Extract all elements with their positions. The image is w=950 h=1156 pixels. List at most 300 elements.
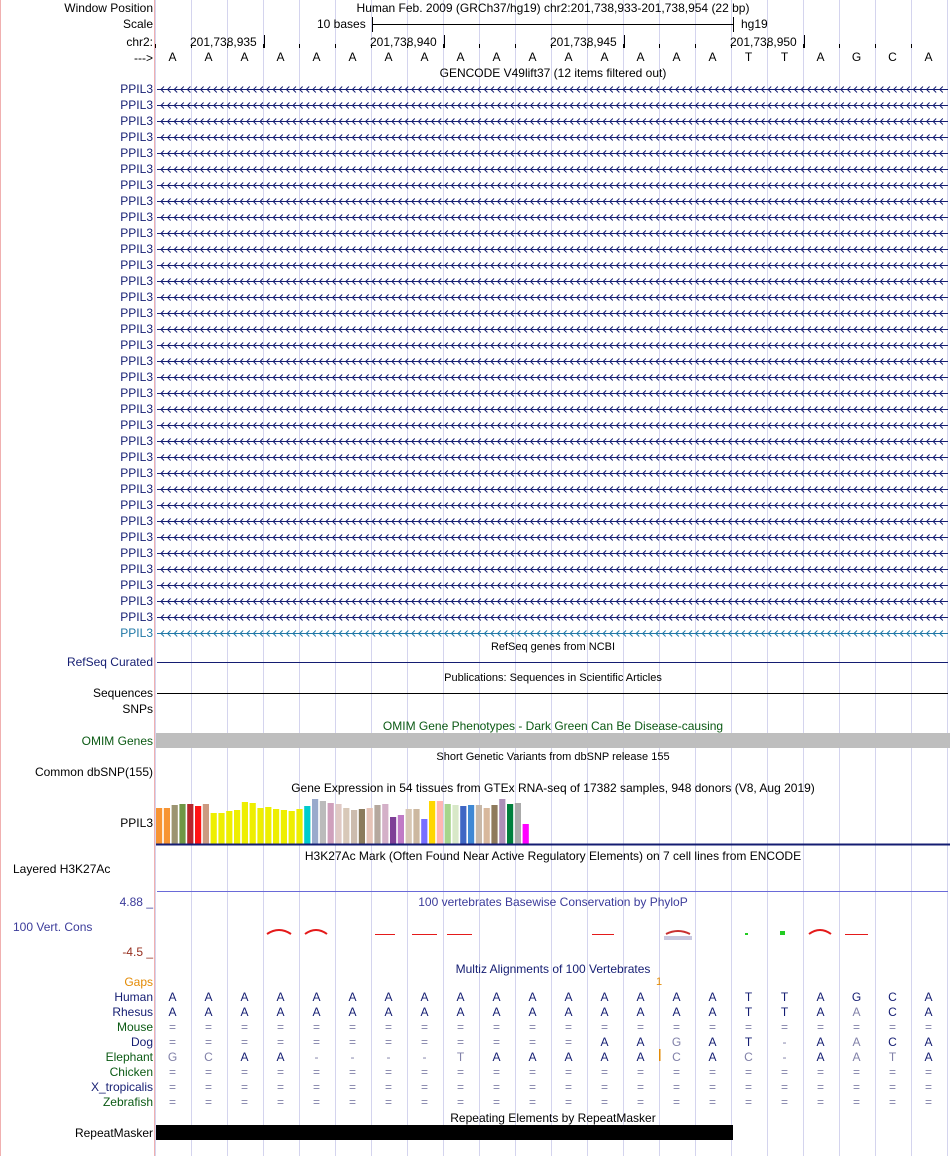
multiz-base: A: [564, 1050, 573, 1064]
position-tick-label: 201,738,950: [730, 35, 797, 49]
multiz-base: A: [852, 1050, 861, 1064]
base-letter: A: [816, 50, 825, 64]
multiz-species-label[interactable]: Human: [114, 990, 153, 1004]
multiz-base: -: [314, 1050, 319, 1064]
gencode-transcript-label[interactable]: PPIL3: [120, 162, 153, 176]
base-letter: A: [672, 50, 681, 64]
base-letter: A: [636, 50, 645, 64]
gtex-tissue-bar: [382, 804, 388, 844]
multiz-base: =: [420, 1035, 428, 1049]
gtex-tissue-bar: [304, 806, 310, 844]
dbsnp-track-label[interactable]: Common dbSNP(155): [34, 765, 153, 779]
gencode-transcript-label[interactable]: PPIL3: [120, 130, 153, 144]
gtex-tissue-bar: [398, 815, 404, 844]
multiz-base: =: [240, 1020, 248, 1034]
multiz-base: =: [816, 1065, 824, 1079]
gtex-tissue-bar: [437, 801, 443, 844]
multiz-base: A: [636, 1035, 645, 1049]
multiz-base: A: [528, 990, 537, 1004]
gtex-tissue-bar: [359, 809, 365, 844]
phylop-track-title[interactable]: 100 vertebrates Basewise Conservation by PhyloP: [418, 895, 688, 909]
multiz-track-title[interactable]: Multiz Alignments of 100 Vertebrates: [455, 962, 651, 976]
gencode-transcript-label[interactable]: PPIL3: [120, 418, 153, 432]
multiz-base: =: [204, 1020, 212, 1034]
gtex-tissue-bar: [250, 803, 256, 844]
phylop-negative-mark: [664, 936, 692, 940]
multiz-base: =: [816, 1095, 824, 1109]
publications-snps-label[interactable]: SNPs: [122, 702, 153, 716]
gtex-tissue-bar: [218, 813, 224, 844]
multiz-base: A: [276, 1005, 285, 1019]
phylop-score-mark: [809, 930, 831, 934]
gencode-transcript-label[interactable]: PPIL3: [120, 258, 153, 272]
gtex-tissue-bar: [468, 805, 474, 844]
gencode-transcript-label[interactable]: PPIL3: [120, 322, 153, 336]
multiz-base: T: [780, 1005, 789, 1019]
multiz-base: =: [708, 1080, 716, 1094]
multiz-species-label[interactable]: X_tropicalis: [90, 1080, 153, 1094]
multiz-base: =: [924, 1065, 932, 1079]
phylop-score-mark: [267, 930, 291, 934]
repeatmasker-track-label[interactable]: RepeatMasker: [74, 1126, 153, 1140]
gencode-track-title[interactable]: GENCODE V49lift37 (12 items filtered out): [439, 66, 667, 80]
multiz-base: A: [852, 1005, 861, 1019]
gtex-tissue-bar: [367, 808, 373, 844]
multiz-base: =: [672, 1020, 680, 1034]
multiz-base: =: [924, 1020, 932, 1034]
phylop-min-label: -4.5 _: [122, 945, 153, 959]
multiz-base: =: [780, 1020, 788, 1034]
multiz-base: =: [564, 1065, 572, 1079]
multiz-base: =: [204, 1080, 212, 1094]
base-letter: A: [204, 50, 213, 64]
multiz-base: =: [636, 1095, 644, 1109]
multiz-base: =: [276, 1095, 284, 1109]
multiz-base: A: [600, 1005, 609, 1019]
base-letter: G: [851, 50, 862, 64]
multiz-base: =: [708, 1095, 716, 1109]
multiz-base: A: [168, 990, 177, 1004]
gencode-transcript-label[interactable]: PPIL3: [120, 450, 153, 464]
multiz-base: A: [420, 990, 429, 1004]
gtex-tissue-bar: [195, 806, 201, 844]
base-letter: C: [888, 50, 897, 64]
gencode-transcript-label[interactable]: PPIL3: [120, 402, 153, 416]
gtex-tissue-bar: [296, 809, 302, 844]
gencode-transcript-label[interactable]: PPIL3: [120, 610, 153, 624]
multiz-base: -: [782, 1035, 787, 1049]
multiz-base: A: [348, 1005, 357, 1019]
multiz-base: A: [636, 1050, 645, 1064]
multiz-base: =: [312, 1080, 320, 1094]
base-letter: A: [384, 50, 393, 64]
multiz-base: A: [600, 1050, 609, 1064]
base-letter: A: [564, 50, 573, 64]
gencode-transcript-label[interactable]: PPIL3: [120, 98, 153, 112]
base-letter: A: [924, 50, 933, 64]
publications-track-title[interactable]: Publications: Sequences in Scientific Articles: [444, 672, 662, 684]
repeatmasker-element-bar: [156, 1125, 733, 1140]
gtex-tissue-bar: [273, 809, 279, 844]
multiz-base: =: [528, 1035, 536, 1049]
scale-db: hg19: [741, 17, 768, 31]
multiz-base: A: [240, 1005, 249, 1019]
multiz-base: =: [672, 1065, 680, 1079]
multiz-base: =: [780, 1065, 788, 1079]
multiz-base: A: [636, 990, 645, 1004]
base-letter: A: [168, 50, 177, 64]
multiz-base: =: [168, 1095, 176, 1109]
multiz-base: A: [816, 1035, 825, 1049]
multiz-base: A: [600, 990, 609, 1004]
gtex-tissue-bar: [179, 804, 185, 844]
gtex-tissue-bar: [172, 805, 178, 844]
gtex-tissue-bar: [187, 804, 193, 844]
gencode-transcript-label[interactable]: PPIL3: [120, 354, 153, 368]
multiz-base: =: [168, 1020, 176, 1034]
multiz-base: =: [420, 1065, 428, 1079]
gtex-tissue-bar: [351, 810, 357, 844]
multiz-base: T: [744, 1005, 753, 1019]
multiz-base: =: [888, 1095, 896, 1109]
multiz-base: =: [456, 1080, 464, 1094]
multiz-base: A: [528, 1005, 537, 1019]
gencode-transcript-label[interactable]: PPIL3: [120, 178, 153, 192]
multiz-base: =: [528, 1065, 536, 1079]
gencode-transcript-label[interactable]: PPIL3: [120, 530, 153, 544]
gtex-tissue-bar: [499, 799, 505, 844]
position-tick-label: 201,738,940: [370, 35, 437, 49]
multiz-base: =: [492, 1065, 500, 1079]
gencode-transcript-label[interactable]: PPIL3: [120, 338, 153, 352]
multiz-base: =: [780, 1095, 788, 1109]
multiz-base: A: [204, 1005, 213, 1019]
multiz-base: =: [528, 1020, 536, 1034]
multiz-base: =: [168, 1065, 176, 1079]
multiz-base: A: [672, 990, 681, 1004]
gencode-transcript-label[interactable]: PPIL3: [120, 210, 153, 224]
base-letter: A: [708, 50, 717, 64]
multiz-base: =: [384, 1095, 392, 1109]
position-tick-label: 201,738,935: [190, 35, 257, 49]
gtex-tissue-bar: [452, 805, 458, 844]
multiz-base: =: [672, 1080, 680, 1094]
multiz-base: A: [708, 990, 717, 1004]
multiz-base: =: [240, 1095, 248, 1109]
multiz-base: =: [456, 1020, 464, 1034]
gencode-transcript-label[interactable]: PPIL3: [120, 386, 153, 400]
gencode-transcript-label[interactable]: PPIL3: [120, 82, 153, 96]
multiz-base: =: [780, 1080, 788, 1094]
multiz-base: =: [168, 1035, 176, 1049]
multiz-base: =: [420, 1080, 428, 1094]
phylop-max-label: 4.88 _: [119, 895, 153, 909]
multiz-species-label[interactable]: Rhesus: [112, 1005, 153, 1019]
multiz-base: =: [240, 1080, 248, 1094]
multiz-base: G: [671, 1035, 682, 1049]
gencode-transcript-label[interactable]: PPIL3: [120, 114, 153, 128]
gtex-tissue-bar: [421, 819, 427, 844]
multiz-base: A: [708, 1050, 717, 1064]
multiz-base: =: [204, 1035, 212, 1049]
multiz-base: A: [384, 1005, 393, 1019]
gtex-track-label[interactable]: PPIL3: [120, 816, 153, 830]
gtex-tissue-bar: [484, 808, 490, 844]
dbsnp-track-title[interactable]: Short Genetic Variants from dbSNP release 155: [436, 751, 670, 763]
gencode-transcript-label[interactable]: PPIL3: [120, 242, 153, 256]
multiz-base: A: [564, 1005, 573, 1019]
gtex-tissue-bar: [211, 813, 217, 844]
base-letter: A: [240, 50, 249, 64]
multiz-base: =: [384, 1080, 392, 1094]
gap-count: 1: [656, 976, 663, 988]
multiz-base: =: [564, 1035, 572, 1049]
multiz-base: A: [240, 990, 249, 1004]
multiz-base: =: [348, 1065, 356, 1079]
base-letter: A: [348, 50, 357, 64]
gencode-transcript-label[interactable]: PPIL3: [120, 546, 153, 560]
multiz-base: =: [888, 1065, 896, 1079]
gencode-transcript-label[interactable]: PPIL3: [120, 498, 153, 512]
gtex-tissue-bar: [429, 801, 435, 844]
multiz-base: =: [276, 1065, 284, 1079]
multiz-base: A: [816, 1050, 825, 1064]
multiz-base: =: [384, 1035, 392, 1049]
gtex-tissue-bar: [374, 805, 380, 844]
gencode-transcript-label[interactable]: PPIL3: [120, 466, 153, 480]
gtex-tissue-bar: [234, 810, 240, 844]
base-letter: A: [456, 50, 465, 64]
strand-label: --->: [134, 51, 153, 65]
multiz-base: =: [816, 1020, 824, 1034]
multiz-base: A: [492, 990, 501, 1004]
multiz-species-label[interactable]: Zebrafish: [102, 1095, 153, 1109]
position-tick-label: 201,738,945: [550, 35, 617, 49]
multiz-base: =: [240, 1035, 248, 1049]
multiz-base: =: [600, 1080, 608, 1094]
multiz-base: =: [852, 1080, 860, 1094]
multiz-base: =: [564, 1020, 572, 1034]
omim-track-label[interactable]: OMIM Genes: [81, 734, 153, 748]
multiz-base: =: [492, 1080, 500, 1094]
gtex-tissue-bar: [491, 805, 497, 844]
multiz-base: =: [312, 1035, 320, 1049]
publications-sequences-label[interactable]: Sequences: [92, 686, 153, 700]
multiz-base: A: [276, 1050, 285, 1064]
gtex-tissue-bar: [265, 807, 271, 844]
base-letter: T: [780, 50, 789, 64]
multiz-base: =: [384, 1065, 392, 1079]
gencode-transcript-label[interactable]: PPIL3: [120, 482, 153, 496]
multiz-base: =: [852, 1095, 860, 1109]
gtex-track-title[interactable]: Gene Expression in 54 tissues from GTEx RNA-seq of 17382 samples, 948 donors (V8, Aug 2019): [291, 781, 815, 795]
multiz-base: =: [744, 1080, 752, 1094]
gencode-transcript-label[interactable]: PPIL3: [120, 306, 153, 320]
gtex-tissue-bar: [226, 811, 232, 844]
base-letter: A: [420, 50, 429, 64]
multiz-base: =: [348, 1080, 356, 1094]
omim-track-title[interactable]: OMIM Gene Phenotypes - Dark Green Can Be Disease-causing: [382, 719, 724, 733]
multiz-base: T: [780, 990, 789, 1004]
multiz-base: =: [564, 1080, 572, 1094]
gencode-transcript-label[interactable]: PPIL3: [120, 626, 153, 640]
multiz-species-label[interactable]: Dog: [130, 1035, 153, 1049]
chrom-label: chr2:: [126, 35, 153, 49]
gencode-transcript-label[interactable]: PPIL3: [120, 290, 153, 304]
gtex-tissue-bar: [507, 804, 513, 844]
base-letter: A: [528, 50, 537, 64]
multiz-base: =: [276, 1020, 284, 1034]
multiz-base: =: [708, 1020, 716, 1034]
multiz-base: =: [276, 1035, 284, 1049]
multiz-base: T: [744, 1035, 753, 1049]
multiz-base: =: [312, 1065, 320, 1079]
gencode-transcript-label[interactable]: PPIL3: [120, 146, 153, 160]
refseq-track-label[interactable]: RefSeq Curated: [66, 655, 153, 669]
multiz-base: A: [420, 1005, 429, 1019]
gencode-transcript-label[interactable]: PPIL3: [120, 434, 153, 448]
multiz-base: A: [276, 990, 285, 1004]
h3k27ac-track-title[interactable]: H3K27Ac Mark (Often Found Near Active Regulatory Elements) on 7 cell lines from ENCODE: [304, 849, 802, 863]
gtex-tissue-bar: [289, 811, 295, 844]
multiz-base: =: [492, 1035, 500, 1049]
refseq-track-title[interactable]: RefSeq genes from NCBI: [490, 641, 616, 653]
gencode-transcript-label[interactable]: PPIL3: [120, 226, 153, 240]
multiz-base: A: [528, 1050, 537, 1064]
multiz-base: =: [204, 1095, 212, 1109]
gtex-tissue-bar: [343, 808, 349, 844]
gencode-transcript-label[interactable]: PPIL3: [120, 594, 153, 608]
multiz-base: =: [420, 1020, 428, 1034]
multiz-base: C: [672, 1050, 681, 1064]
multiz-base: A: [600, 1035, 609, 1049]
multiz-base: -: [422, 1050, 427, 1064]
gtex-tissue-bar: [390, 817, 396, 844]
multiz-base: C: [888, 1035, 897, 1049]
multiz-base: =: [744, 1065, 752, 1079]
gencode-transcript-label[interactable]: PPIL3: [120, 562, 153, 576]
gaps-label: Gaps: [124, 975, 153, 989]
gencode-transcript-label[interactable]: PPIL3: [120, 274, 153, 288]
phylop-score-mark: [305, 930, 327, 934]
multiz-base: A: [456, 1005, 465, 1019]
scale-text: 10 bases: [317, 17, 366, 31]
multiz-base: =: [600, 1095, 608, 1109]
multiz-base: A: [636, 1005, 645, 1019]
multiz-base: A: [924, 1005, 933, 1019]
multiz-base: =: [636, 1080, 644, 1094]
scale-label: Scale: [122, 17, 153, 31]
multiz-base: =: [528, 1095, 536, 1109]
multiz-base: =: [924, 1095, 932, 1109]
multiz-base: =: [420, 1095, 428, 1109]
multiz-base: C: [888, 1005, 897, 1019]
multiz-base: =: [348, 1095, 356, 1109]
multiz-base: =: [456, 1065, 464, 1079]
multiz-base: =: [816, 1080, 824, 1094]
multiz-base: =: [312, 1095, 320, 1109]
gtex-tissue-bar: [312, 799, 318, 844]
multiz-base: =: [384, 1020, 392, 1034]
multiz-base: =: [168, 1080, 176, 1094]
multiz-base: A: [852, 1035, 861, 1049]
multiz-base: A: [708, 1005, 717, 1019]
multiz-base: =: [456, 1095, 464, 1109]
phylop-track-label[interactable]: 100 Vert. Cons: [13, 920, 93, 934]
multiz-base: A: [924, 1035, 933, 1049]
gtex-tissue-bar: [413, 809, 419, 844]
multiz-species-label[interactable]: Elephant: [105, 1050, 153, 1064]
gencode-transcript-label[interactable]: PPIL3: [120, 194, 153, 208]
multiz-base: C: [204, 1050, 213, 1064]
gtex-tissue-bar: [445, 804, 451, 844]
base-letter: T: [744, 50, 753, 64]
multiz-base: A: [816, 1005, 825, 1019]
multiz-base: =: [492, 1020, 500, 1034]
gtex-tissue-bar: [406, 809, 412, 844]
phylop-positive-mark: [780, 931, 785, 935]
multiz-base: =: [312, 1020, 320, 1034]
phylop-positive-mark: [745, 933, 748, 935]
multiz-base: =: [744, 1020, 752, 1034]
multiz-species-label[interactable]: Chicken: [109, 1065, 153, 1079]
h3k27ac-track-label[interactable]: Layered H3K27Ac: [13, 862, 111, 876]
multiz-base: -: [782, 1050, 787, 1064]
window-position-value: Human Feb. 2009 (GRCh37/hg19) chr2:201,738,933-201,738,954 (22 bp): [356, 1, 750, 15]
multiz-base: =: [924, 1080, 932, 1094]
multiz-base: -: [350, 1050, 355, 1064]
multiz-base: A: [312, 1005, 321, 1019]
gtex-tissue-bar: [335, 804, 341, 844]
multiz-base: =: [348, 1020, 356, 1034]
multiz-species-label[interactable]: Mouse: [116, 1020, 153, 1034]
multiz-base: A: [384, 990, 393, 1004]
multiz-base: =: [852, 1020, 860, 1034]
multiz-base: =: [636, 1020, 644, 1034]
multiz-base: =: [492, 1095, 500, 1109]
gtex-tissue-bar: [156, 808, 162, 844]
multiz-base: =: [348, 1035, 356, 1049]
omim-gene-bar: [156, 733, 950, 748]
multiz-base: =: [600, 1020, 608, 1034]
gencode-transcript-label[interactable]: PPIL3: [120, 578, 153, 592]
multiz-base: T: [744, 990, 753, 1004]
multiz-base: G: [851, 990, 862, 1004]
gencode-transcript-label[interactable]: PPIL3: [120, 514, 153, 528]
gtex-tissue-bar: [328, 803, 334, 844]
multiz-base: -: [386, 1050, 391, 1064]
base-letter: A: [492, 50, 501, 64]
multiz-base: =: [708, 1065, 716, 1079]
multiz-base: =: [240, 1065, 248, 1079]
multiz-base: =: [744, 1095, 752, 1109]
window-position-label: Window Position: [64, 1, 153, 15]
gencode-transcript-label[interactable]: PPIL3: [120, 370, 153, 384]
base-letter: A: [276, 50, 285, 64]
multiz-base: A: [816, 990, 825, 1004]
gtex-tissue-bar: [476, 805, 482, 844]
repeatmasker-track-title[interactable]: Repeating Elements by RepeatMasker: [450, 1111, 656, 1125]
multiz-base: C: [888, 990, 897, 1004]
gtex-tissue-bar: [281, 810, 287, 844]
phylop-score-mark: [666, 931, 690, 934]
multiz-base: A: [240, 1050, 249, 1064]
multiz-base: =: [888, 1080, 896, 1094]
gtex-tissue-bar: [460, 806, 466, 844]
base-letter: A: [600, 50, 609, 64]
multiz-base: =: [600, 1065, 608, 1079]
multiz-base: T: [888, 1050, 897, 1064]
